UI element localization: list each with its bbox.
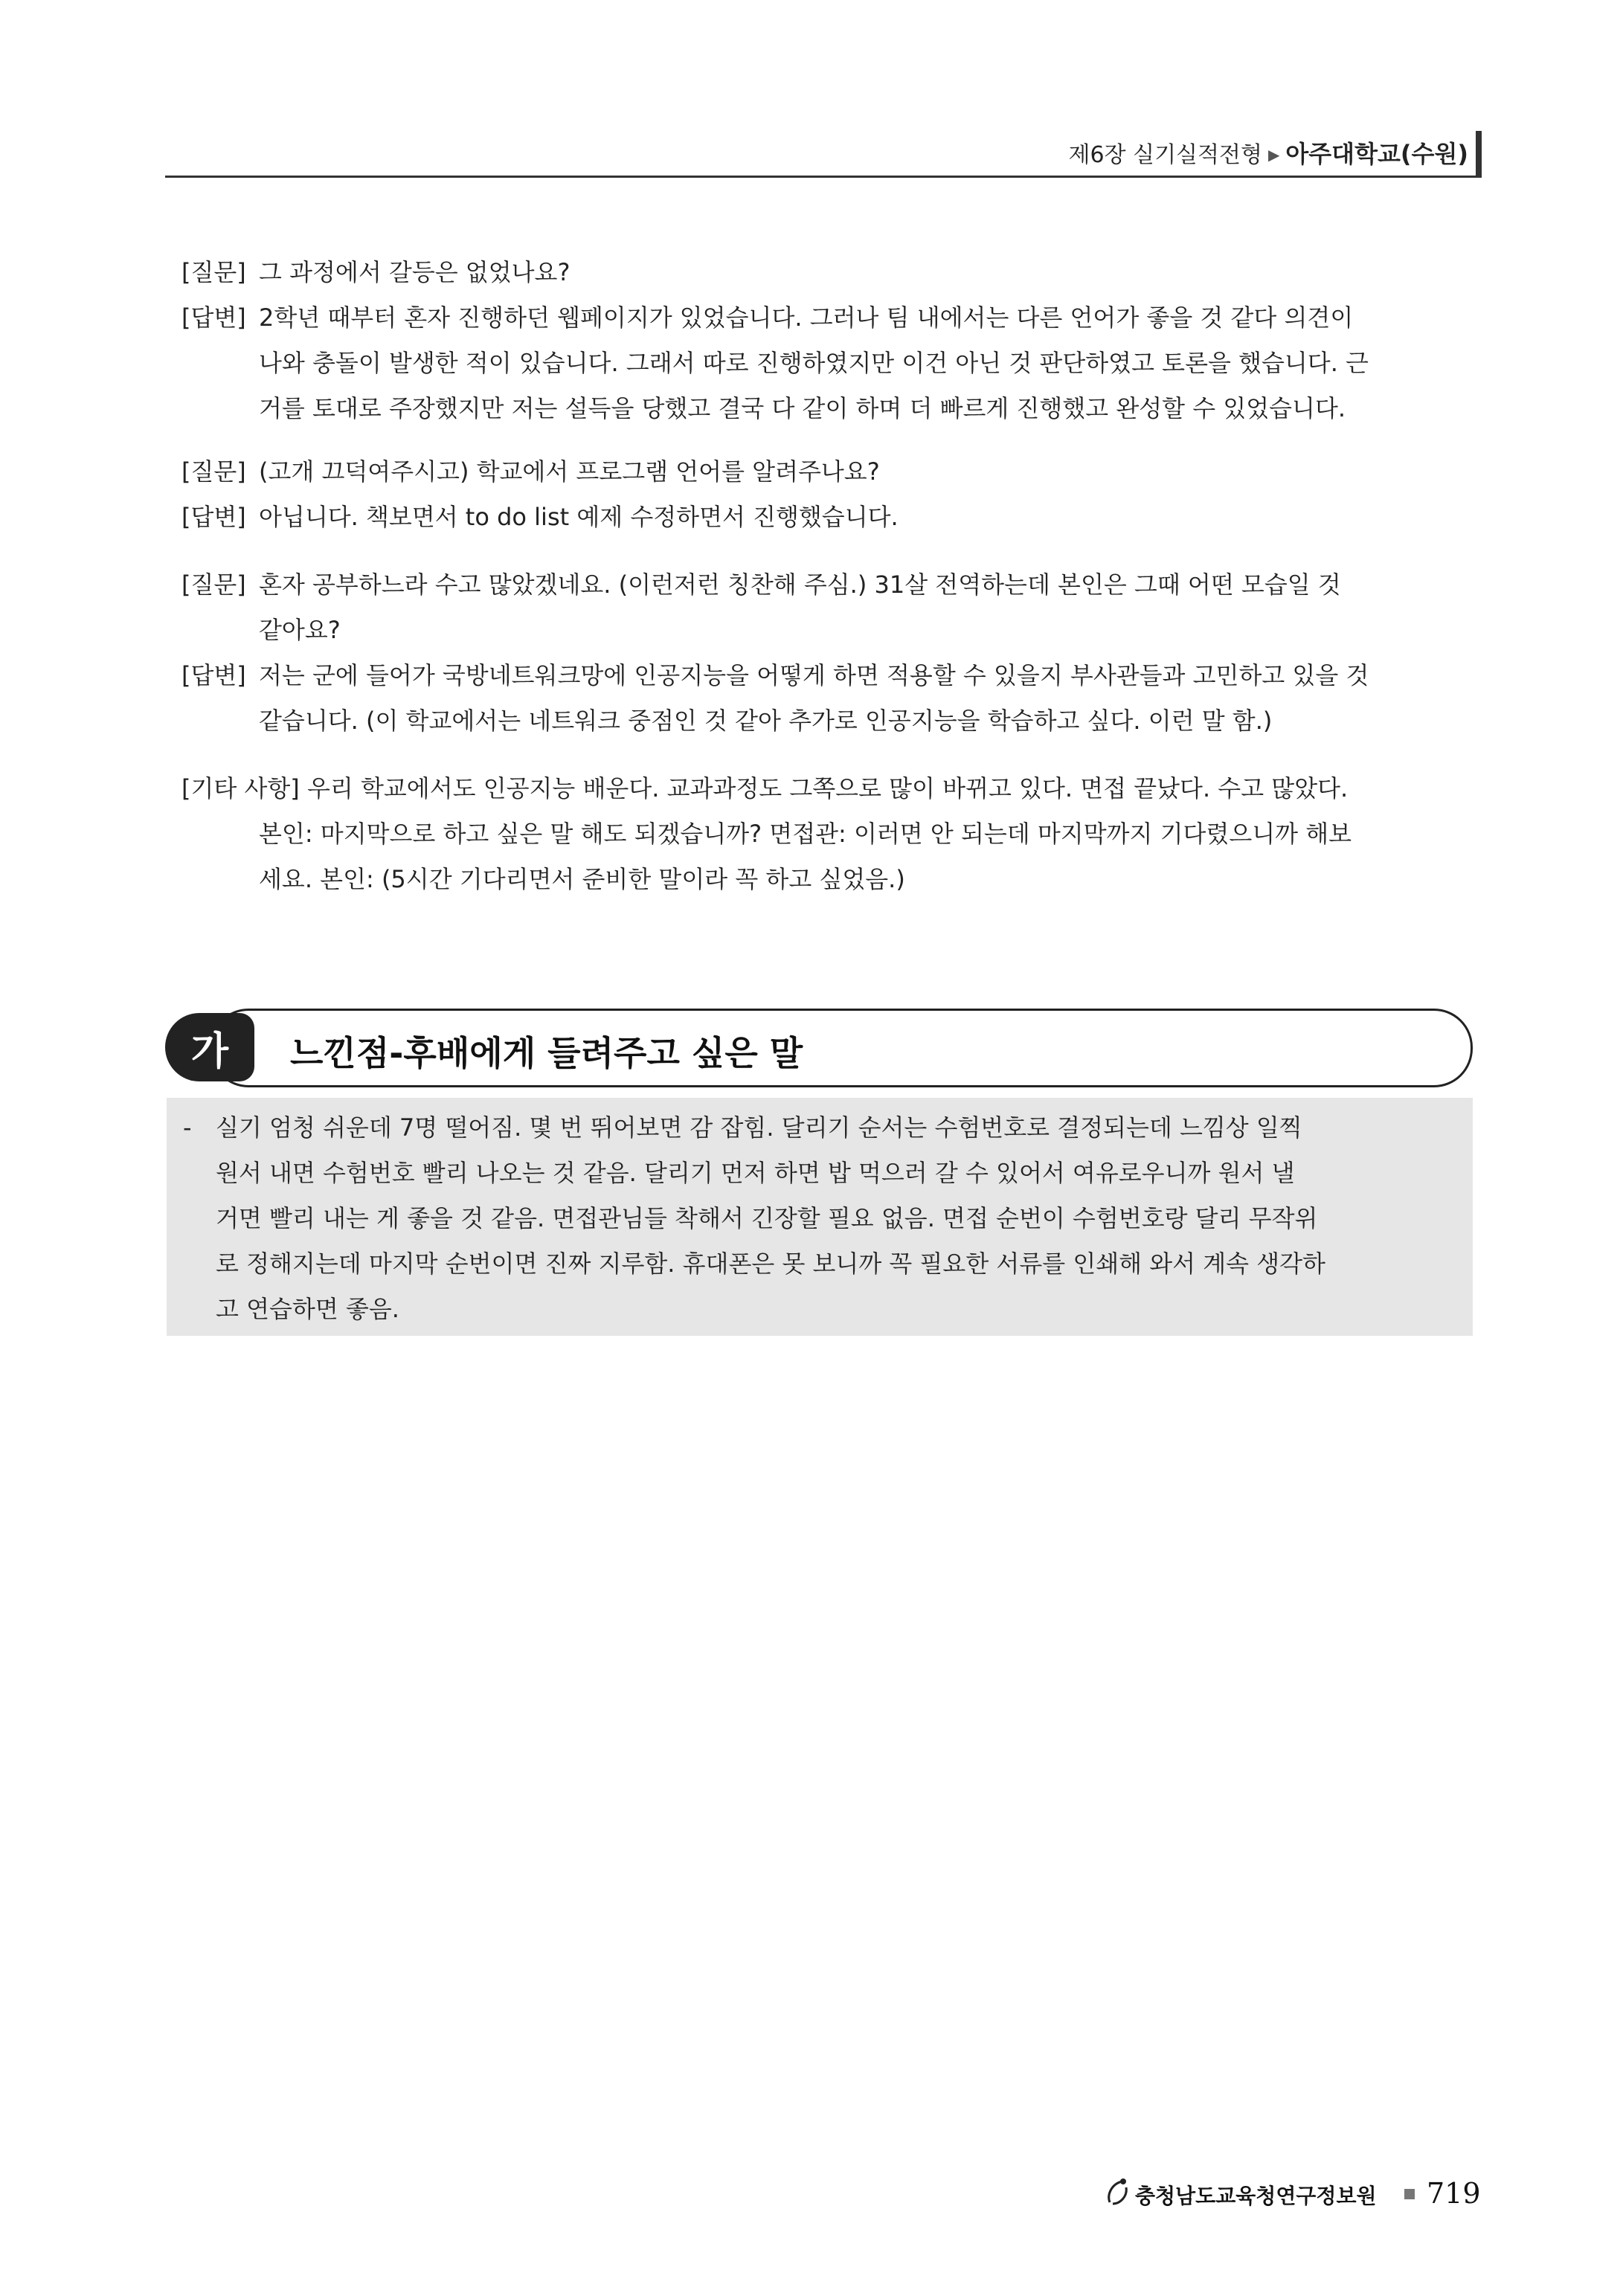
answer-entry xyxy=(181,495,1476,540)
notes-line: 실기 엄청 쉬운데 7명 떨어짐. 몇 번 뛰어보면 감 잡힘. 달리기 순서는 수험번호로 결정되는데 느낌상 일찍 xyxy=(216,1113,1302,1142)
entry-line: 세요. 본인: (5시간 기다리면서 준비한 말이라 꼭 하고 싶었음.) xyxy=(259,865,905,893)
entry-tag: [질문] xyxy=(181,258,246,286)
entry-line: 나와 충돌이 발생한 적이 있습니다. 그래서 따로 진행하였지만 이건 아닌 것 판단하였고 토론을 했습니다. 근 xyxy=(259,349,1369,377)
notes-line: 원서 내면 수험번호 빨리 나오는 것 같음. 달리기 먼저 하면 밥 먹으러 갈 수 있어서 여유로우니까 원서 낼 xyxy=(216,1159,1295,1187)
question-entry xyxy=(181,449,1476,495)
qa-block-1 xyxy=(181,250,1476,431)
section-number-icon: 가 xyxy=(165,1013,254,1081)
answer-entry xyxy=(181,653,1476,744)
entry-line: 같아요? xyxy=(259,616,341,644)
entry-line: 거를 토대로 주장했지만 저는 설득을 당했고 결국 다 같이 하며 더 빠르게 진행했고 완성할 수 있었습니다. xyxy=(259,394,1346,422)
entry-tag: [기타 사항] xyxy=(181,774,300,803)
question-entry xyxy=(181,562,1476,653)
entry-line: (고개 끄덕여주시고) 학교에서 프로그램 언어를 알려주나요? xyxy=(259,457,880,486)
section-heading xyxy=(165,1009,1473,1086)
entry-line: 그 과정에서 갈등은 없었나요? xyxy=(259,258,571,286)
entry-line: 2학년 때부터 혼자 진행하던 웹페이지가 있었습니다. 그러나 팀 내에서는 다른 언어가 좋을 것 같다 의견이 xyxy=(259,303,1354,332)
entry-tag: [답변] xyxy=(181,661,246,689)
section-title: 느낀점-후배에게 들려주고 싶은 말 xyxy=(290,1033,803,1073)
header-bar xyxy=(1476,131,1482,176)
qa-block-4 xyxy=(181,766,1476,902)
other-entry xyxy=(181,766,1476,902)
organization-logo-icon xyxy=(1105,2177,1131,2207)
header-text xyxy=(1069,135,1469,170)
question-entry xyxy=(181,250,1476,295)
entry-line: 아닙니다. 책보면서 to do list 예제 수정하면서 진행했습니다. xyxy=(259,503,899,531)
footer-square-icon xyxy=(1404,2189,1415,2199)
notes-line: 로 정해지는데 마지막 순번이면 진짜 지루함. 휴대폰은 못 보니까 꼭 필요한 서류를 인쇄해 와서 계속 생각하 xyxy=(216,1250,1325,1278)
page-footer xyxy=(1093,2176,1480,2220)
entry-tag: [답변] xyxy=(181,503,246,531)
answer-entry xyxy=(181,295,1476,431)
qa-block-2 xyxy=(181,449,1476,540)
bullet-dash: - xyxy=(183,1113,192,1142)
footer-organization: 충청남도교육청연구정보원 xyxy=(1135,2184,1377,2208)
notes-text xyxy=(183,1105,1495,1332)
notes-box xyxy=(167,1098,1473,1336)
qa-block-3 xyxy=(181,562,1476,744)
entry-line: 본인: 마지막으로 하고 싶은 말 해도 되겠습니까? 면접관: 이러면 안 되는데 마지막까지 기다렸으니까 해보 xyxy=(259,820,1352,848)
entry-line: 저는 군에 들어가 국방네트워크망에 인공지능을 어떻게 하면 적용할 수 있을지 부사관들과 고민하고 있을 것 xyxy=(259,661,1369,689)
entry-line: 같습니다. (이 학교에서는 네트워크 중점인 것 같아 추가로 인공지능을 학습하고 싶다. 이런 말 함.) xyxy=(259,707,1273,735)
notes-line: 고 연습하면 좋음. xyxy=(216,1295,399,1323)
entry-line: 혼자 공부하느라 수고 많았겠네요. (이런저런 칭찬해 주심.) 31살 전역하는데 본인은 그때 어떤 모습일 것 xyxy=(259,570,1341,599)
entry-tag: [질문] xyxy=(181,457,246,486)
page-number: 719 xyxy=(1427,2177,1481,2210)
entry-tag: [질문] xyxy=(181,570,246,599)
entry-line: 우리 학교에서도 인공지능 배운다. 교과과정도 그쪽으로 많이 바뀌고 있다. 면접 끝났다. 수고 많았다. xyxy=(306,774,1349,803)
notes-line: 거면 빨리 내는 게 좋을 것 같음. 면접관님들 착해서 긴장할 필요 없음. 면접 순번이 수험번호랑 달리 무작위 xyxy=(216,1204,1318,1232)
running-header xyxy=(165,131,1482,178)
chapter-label: 제6장 실기실적전형 xyxy=(1068,142,1262,168)
entry-tag: [답변] xyxy=(181,303,246,332)
arrow-right-icon: ▶ xyxy=(1267,146,1280,164)
school-name: 아주대학교(수원) xyxy=(1285,140,1468,168)
